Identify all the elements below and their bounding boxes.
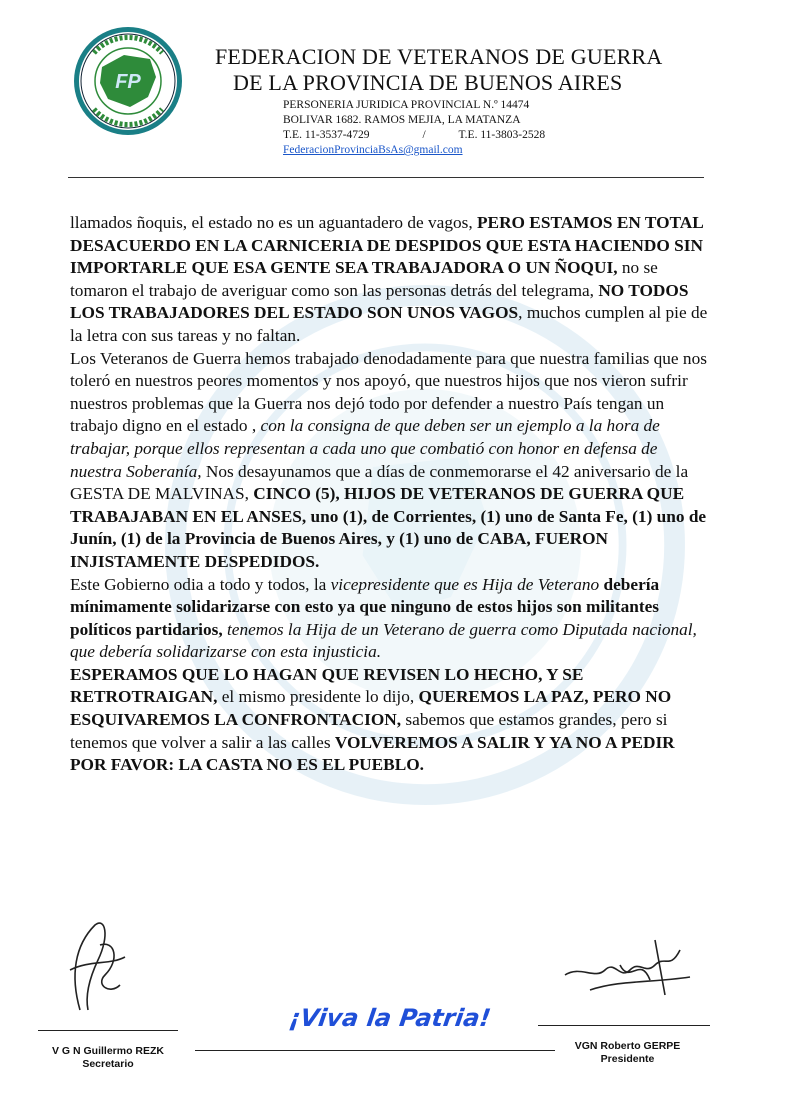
org-name-line1: FEDERACION DE VETERANOS DE GUERRA bbox=[215, 44, 663, 69]
text-run-bold: PERO ESTAMOS EN TOTAL DESACUERDO EN LA CARNICERIA DE DESPIDOS QUE ESTA HACIENDO SIN IMPORTARLE QUE ESA GENTE SEA TRABAJADORA O UN ÑOQUI, bbox=[70, 213, 703, 278]
motto: ¡Viva la Patria! bbox=[287, 1004, 493, 1032]
center-rule bbox=[195, 1050, 555, 1051]
text-run: , muchos cumplen al pie de la letra con sus tareas y no faltan. bbox=[70, 303, 708, 345]
text-run-italic: vicepresidente bbox=[330, 574, 430, 594]
org-name-line2: DE LA PROVINCIA DE BUENOS AIRES bbox=[233, 70, 623, 95]
header-divider bbox=[68, 177, 704, 178]
text-run-bold: QUEREMOS LA PAZ, PERO NO ESQUIVAREMOS LA CONFRONTACION, bbox=[70, 687, 672, 730]
email-link[interactable]: FederacionProvinciaBsAs@gmail.com bbox=[283, 144, 463, 156]
organization-name bbox=[215, 44, 735, 96]
text-run-bold: debería mínimamente solidarizarse con esto ya que ninguno de estos hijos son militantes políticos partidarios, bbox=[70, 574, 660, 639]
phone-1: T.E. 11-3537-4729 bbox=[283, 129, 370, 141]
paragraph-3 bbox=[70, 574, 710, 664]
text-run: sabemos que estamos grandes, pero si tenemos que volver a salir a las calles bbox=[70, 710, 668, 752]
text-run-italic: con la consigna de que deben ser un ejemplo a la hora de trabajar, porque ellos representan a cada uno que combatió con honor en defensa de nuestra Soberanía, bbox=[70, 416, 660, 481]
text-run-bold: NO TODOS LOS TRABAJADORES DEL ESTADO SON UNOS VAGOS bbox=[70, 280, 689, 323]
text-run: Nos desayunamos que a días de conmemorarse el 42 aniversario de la GESTA DE MALVINAS, bbox=[70, 461, 689, 504]
signer-right-name: VGN Roberto GERPE bbox=[574, 1040, 681, 1052]
federation-logo bbox=[72, 25, 184, 137]
text-run-bold: CINCO (5), HIJOS DE VETERANOS DE GUERRA QUE TRABAJABAN EN EL ANSES, uno (1), de Corrientes, (1) uno de Santa Fe, (1) uno de Junín, (1) de la Provincia de Buenos Aires, y (1) uno de CABA, FUERON INJISTAMENTE DESPEDIDOS. bbox=[70, 484, 707, 571]
text-run-bold: VOLVEREMOS A SALIR Y YA NO A PEDIR POR FAVOR: LA CASTA NO ES EL PUEBLO. bbox=[70, 732, 675, 775]
text-run: no se tomaron el trabajo de averiguar como son las personas detrás del telegrama, bbox=[70, 258, 658, 300]
phone-separator: / bbox=[422, 129, 426, 141]
text-run-italic: tenemos la Hija de un Veterano de guerra como Diputada nacional, que debería solidarizarse con esta injusticia. bbox=[70, 619, 697, 662]
paragraph-4 bbox=[70, 664, 710, 777]
text-run: el mismo presidente lo dijo, bbox=[217, 687, 419, 707]
signer-left-name: V G N Guillermo REZK bbox=[51, 1045, 164, 1057]
text-run-italic: que es bbox=[429, 574, 483, 594]
organization-info bbox=[283, 98, 613, 158]
address: BOLIVAR 1682. RAMOS MEJIA, LA MATANZA bbox=[283, 114, 521, 126]
signer-right bbox=[545, 1040, 710, 1066]
text-run: Este Gobierno odia a todo y todos, la bbox=[70, 574, 331, 594]
signer-right-title: Presidente bbox=[600, 1053, 655, 1065]
signature-line-right bbox=[538, 1025, 710, 1026]
phone-2: T.E. 11-3803-2528 bbox=[458, 129, 546, 141]
phones bbox=[283, 128, 613, 143]
signer-left bbox=[38, 1045, 178, 1071]
logo-text: FP bbox=[115, 71, 141, 93]
signature-line-left bbox=[38, 1030, 178, 1031]
text-run: llamados ñoquis, el estado no es un aguantadero de vagos, bbox=[70, 213, 477, 232]
signer-left-title: Secretario bbox=[82, 1058, 134, 1070]
text-run: Los Veteranos de Guerra hemos trabajado denodadamente para que nuestra familias que nos toleró en nuestros peores momentos y nos apoyó, que nuestros hijos que nos vieron sufrir nuestros problemas que la Guerra nos dejó todo por defender a nuestro País tengan un trabajo digno en el estado , bbox=[70, 348, 707, 436]
paragraph-2 bbox=[70, 348, 710, 574]
text-run-bold: ESPERAMOS QUE LO HAGAN QUE REVISEN LO HECHO, Y SE RETROTRAIGAN, bbox=[70, 664, 584, 707]
signature-left bbox=[50, 915, 140, 1015]
letter-body bbox=[70, 212, 710, 777]
paragraph-1 bbox=[70, 212, 710, 348]
personeria: PERSONERIA JURIDICA PROVINCIAL N.º 14474 bbox=[283, 99, 530, 111]
signature-right bbox=[560, 935, 700, 1005]
text-run-italic: Hija de Veterano bbox=[482, 574, 600, 594]
